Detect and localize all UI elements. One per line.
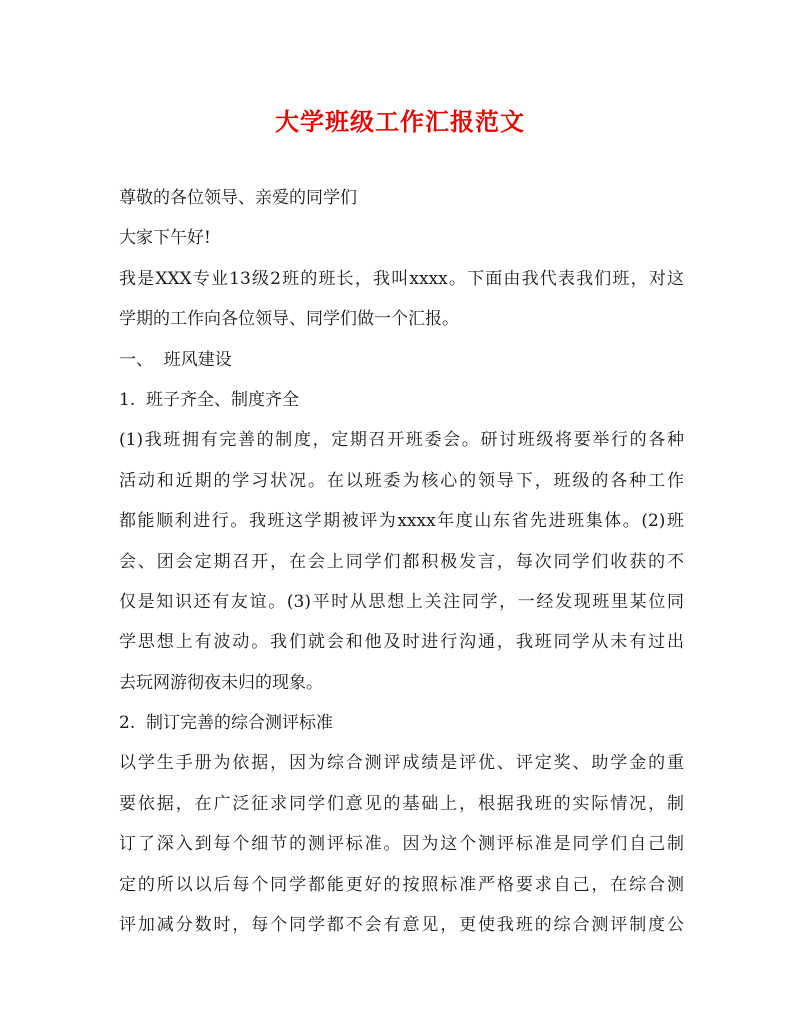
paragraph-line: 会、团会定期召开，在会上同学们都积极发言，每次同学们收获的不 [119,551,684,572]
paragraph-line: 评加减分数时，每个同学都不会有意见，更使我班的综合测评制度公 [119,915,684,936]
document-title: 大学班级工作汇报范文 [275,107,525,136]
paragraph-line: 我是XXX专业13级2班的班长，我叫xxxx。下面由我代表我们班，对这 [119,268,684,289]
paragraph-line: (1)我班拥有完善的制度，定期召开班委会。研讨班级将要举行的各种 [119,430,684,451]
paragraph-line: 大家下午好! [119,228,211,249]
paragraph-line: 学期的工作向各位领导、同学们做一个汇报。 [119,309,459,330]
paragraph-line: 尊敬的各位领导、亲爱的同学们 [119,188,357,208]
paragraph-line: 仅是知识还有友谊。(3)平时从思想上关注同学，一经发现班里某位同 [119,591,684,612]
subsection-heading: 2. 制订完善的综合测评标准 [119,713,334,734]
paragraph-line: 活动和近期的学习状况。在以班委为核心的领导下，班级的各种工作 [119,470,684,491]
paragraph-line: 定的所以以后每个同学都能更好的按照标准严格要求自己，在综合测 [119,874,684,895]
document-body [119,178,684,945]
paragraph-line: 以学生手册为依据，因为综合测评成绩是评优、评定奖、助学金的重 [119,753,684,774]
section-heading: 一、 班风建设 [119,349,232,370]
paragraph-line: 都能顺利进行。我班这学期被评为xxxx年度山东省先进班集体。(2)班 [119,511,684,532]
paragraph-line: 去玩网游彻夜未归的现象。 [119,672,323,693]
paragraph-line: 学思想上有波动。我们就会和他及时进行沟通，我班同学从未有过出 [119,632,684,653]
paragraph-line: 订了深入到每个细节的测评标准。因为这个测评标准是同学们自己制 [119,834,684,855]
subsection-heading: 1. 班子齐全、制度齐全 [119,389,300,410]
paragraph-line: 要依据，在广泛征求同学们意见的基础上，根据我班的实际情况，制 [119,793,684,814]
